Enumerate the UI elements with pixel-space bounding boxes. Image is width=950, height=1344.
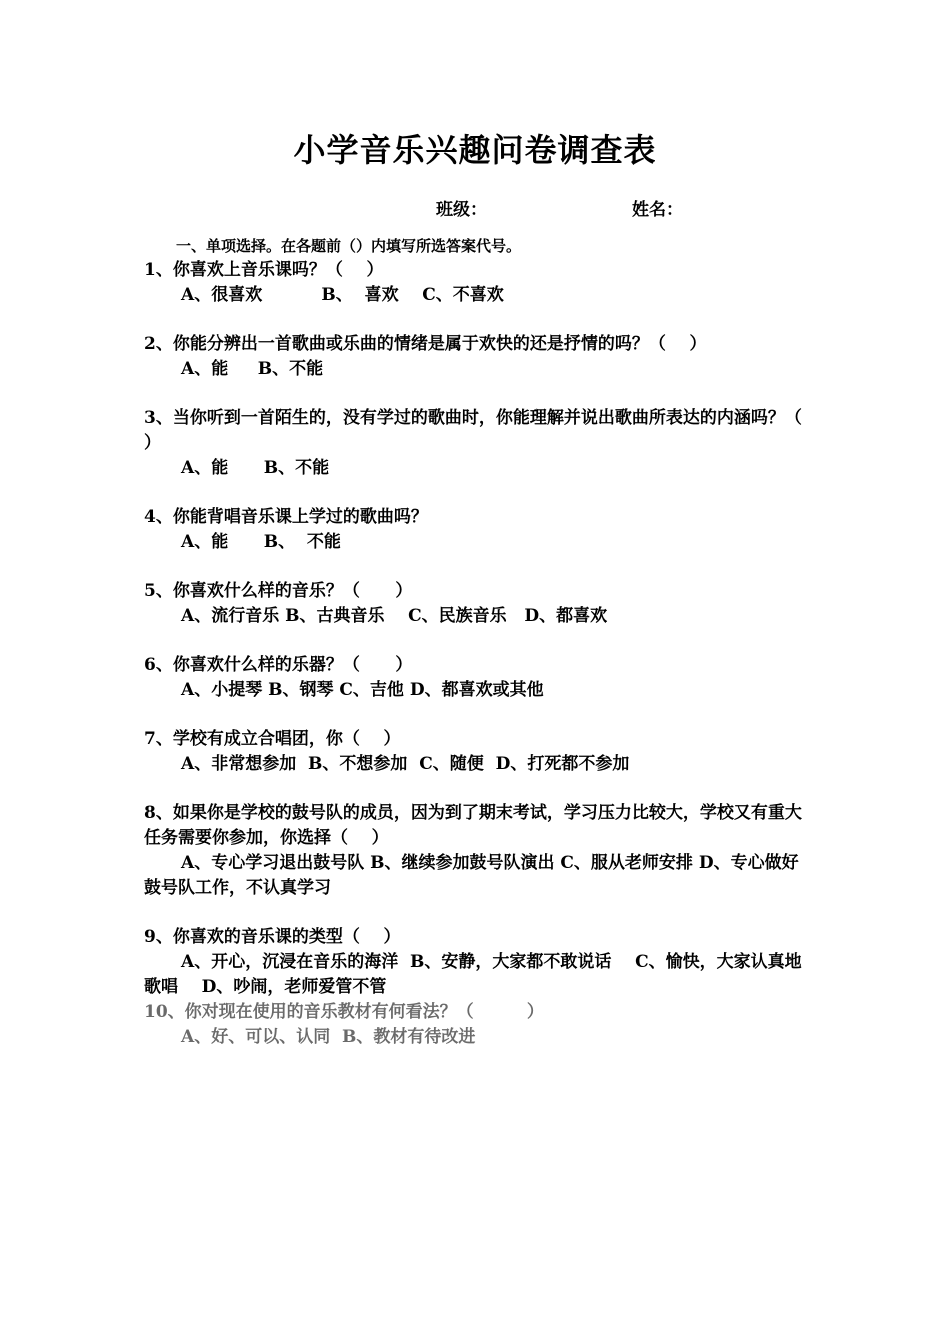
section-instructions: 一、单项选择。在各题前（）内填写所选答案代号。 bbox=[176, 237, 522, 255]
question-5 bbox=[144, 579, 812, 629]
question-text: 6、你喜欢什么样的乐器？（ ） bbox=[144, 655, 413, 675]
question-list bbox=[144, 258, 832, 1050]
question-text: 9、你喜欢的音乐课的类型（ ） bbox=[144, 927, 401, 947]
question-options: A、能 B、不能 bbox=[181, 359, 324, 379]
question-6 bbox=[144, 653, 812, 703]
question-10 bbox=[144, 1000, 812, 1050]
question-text: 7、学校有成立合唱团，你（ ） bbox=[144, 729, 401, 749]
page-title: 小学音乐兴趣问卷调查表 bbox=[293, 131, 657, 169]
question-8 bbox=[144, 801, 812, 901]
question-options: A、小提琴 B、钢琴 C、吉他 D、都喜欢或其他 bbox=[181, 680, 544, 700]
question-text: 4、你能背唱音乐课上学过的歌曲吗？ bbox=[144, 507, 428, 527]
question-options: A、开心，沉浸在音乐的海洋 B、安静，大家都不敢说话 C、愉快，大家认真地歌唱 D、吵闹，老师爱管不管 bbox=[144, 952, 802, 997]
question-text: 3、当你听到一首陌生的，没有学过的歌曲时，你能理解并说出歌曲所表达的内涵吗？（ ） bbox=[144, 408, 832, 453]
class-label: 班级： bbox=[436, 200, 487, 220]
question-options: A、很喜欢 B、 喜欢 C、不喜欢 bbox=[181, 285, 504, 305]
question-text: 10、你对现在使用的音乐教材有何看法？（ ） bbox=[144, 1002, 544, 1022]
question-2 bbox=[144, 332, 812, 382]
question-text: 5、你喜欢什么样的音乐？（ ） bbox=[144, 581, 413, 601]
name-label: 姓名： bbox=[632, 200, 683, 220]
question-options: A、专心学习退出鼓号队 B、继续参加鼓号队演出 C、服从老师安排 D、专心做好鼓号队工作，不认真学习 bbox=[144, 853, 799, 898]
question-options: A、流行音乐 B、古典音乐 C、民族音乐 D、都喜欢 bbox=[181, 606, 608, 626]
question-4 bbox=[144, 505, 812, 555]
question-1 bbox=[144, 258, 812, 308]
question-text: 2、你能分辨出一首歌曲或乐曲的情绪是属于欢快的还是抒情的吗？（ ） bbox=[144, 334, 707, 354]
question-options: A、好、可以、认同 B、教材有待改进 bbox=[181, 1027, 476, 1047]
question-text: 1、你喜欢上音乐课吗？（ ） bbox=[144, 260, 384, 280]
question-7 bbox=[144, 727, 812, 777]
question-text: 8、如果你是学校的鼓号队的成员，因为到了期末考试，学习压力比较大，学校又有重大任务需要你参加，你选择（ ） bbox=[144, 803, 802, 848]
question-3 bbox=[144, 406, 832, 481]
question-options: A、能 B、不能 bbox=[181, 458, 330, 478]
question-9 bbox=[144, 925, 812, 1000]
question-options: A、能 B、 不能 bbox=[181, 532, 341, 552]
question-options: A、非常想参加 B、不想参加 C、随便 D、打死都不参加 bbox=[181, 754, 630, 774]
